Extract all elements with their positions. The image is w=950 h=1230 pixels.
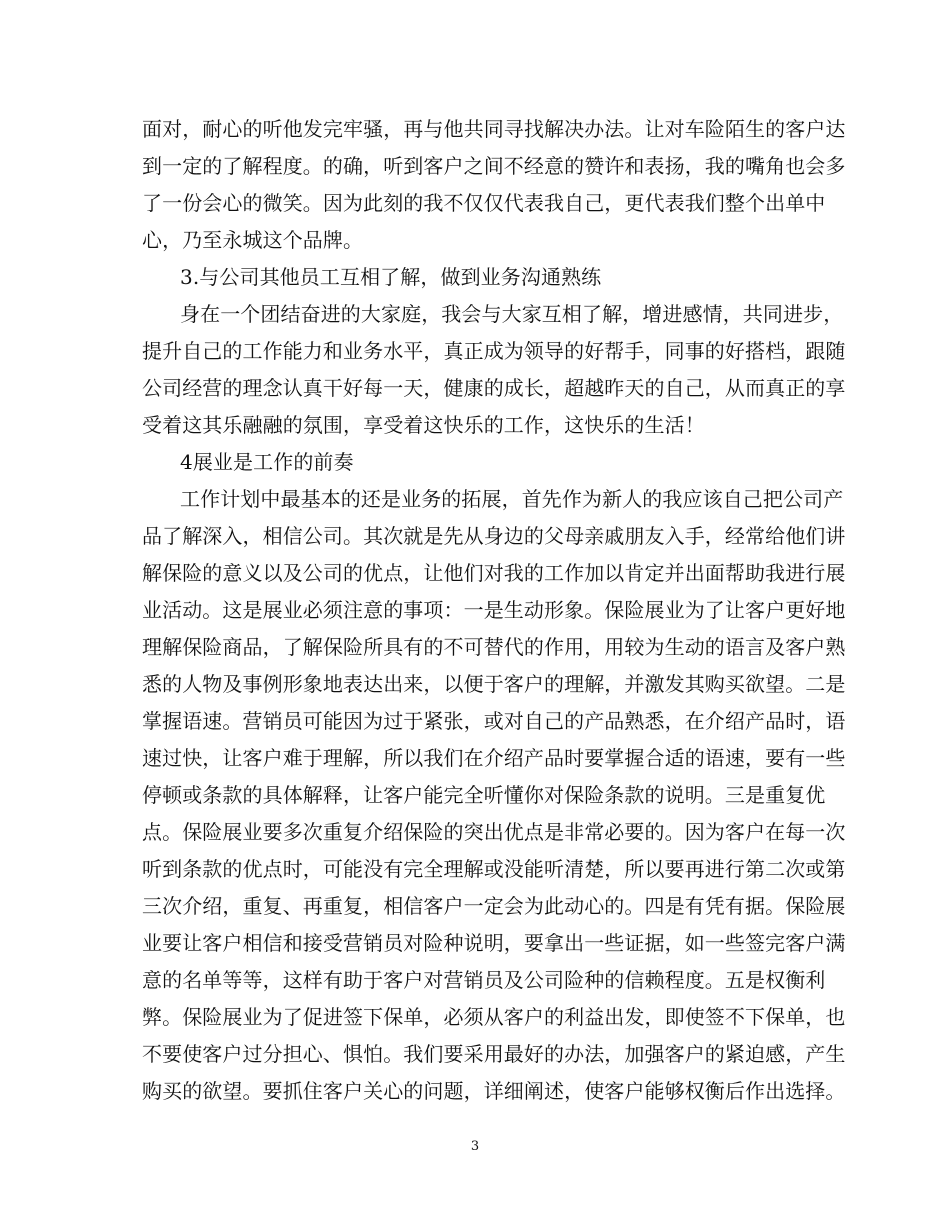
- document-body: [142, 111, 846, 1110]
- text-line: 理解保险商品，了解保险所具有的不可替代的作用，用较为生动的语言及客户熟: [142, 635, 846, 659]
- page-number: 3: [470, 1139, 480, 1154]
- text-line: 意的名单等等，这样有助于客户对营销员及公司险种的信赖程度。五是权衡利: [142, 968, 826, 992]
- text-line: 速过快，让客户难于理解，所以我们在介绍产品时要掌握合适的语速，要有一些: [142, 746, 846, 770]
- text-line: 到一定的了解程度。的确，听到客户之间不经意的赞许和表扬，我的嘴角也会多: [142, 154, 846, 178]
- text-line: 解保险的意义以及公司的优点，让他们对我的工作加以肯定并出面帮助我进行展: [142, 561, 846, 585]
- text-line: 4展业是工作的前奏: [180, 450, 354, 474]
- text-line: 听到条款的优点时，可能没有完全理解或没能听清楚，所以要再进行第二次或第: [142, 857, 846, 881]
- text-line: 提升自己的工作能力和业务水平，真正成为领导的好帮手，同事的好搭档，跟随: [142, 339, 846, 363]
- text-line: 3.与公司其他员工互相了解，做到业务沟通熟练: [180, 265, 602, 289]
- text-line: 了一份会心的微笑。因为此刻的我不仅仅代表我自己，更代表我们整个出单中: [142, 191, 826, 215]
- text-line: 购买的欲望。要抓住客户关心的问题，详细阐述，使客户能够权衡后作出选择。: [142, 1079, 846, 1103]
- text-line: 不要使客户过分担心、惧怕。我们要采用最好的办法，加强客户的紧迫感，产生: [142, 1042, 846, 1066]
- text-line: 掌握语速。营销员可能因为过于紧张，或对自己的产品熟悉，在介绍产品时，语: [142, 709, 846, 733]
- text-line: 面对，耐心的听他发完牢骚，再与他共同寻找解决办法。让对车险陌生的客户达: [142, 117, 846, 141]
- text-line: 业要让客户相信和接受营销员对险种说明，要拿出一些证据，如一些签完客户满: [142, 931, 846, 955]
- text-line: 弊。保险展业为了促进签下保单，必须从客户的利益出发，即使签不下保单，也: [142, 1005, 846, 1029]
- text-line: 点。保险展业要多次重复介绍保险的突出优点是非常必要的。因为客户在每一次: [142, 820, 846, 844]
- text-line: 工作计划中最基本的还是业务的拓展，首先作为新人的我应该自己把公司产: [180, 487, 844, 511]
- text-line: 受着这其乐融融的氛围，享受着这快乐的工作，这快乐的生活！: [142, 413, 705, 437]
- text-line: 停顿或条款的具体解释，让客户能完全听懂你对保险条款的说明。三是重复优: [142, 783, 826, 807]
- text-line: 三次介绍，重复、再重复，相信客户一定会为此动心的。四是有凭有据。保险展: [142, 894, 846, 918]
- text-line: 品了解深入，相信公司。其次就是先从身边的父母亲戚朋友入手，经常给他们讲: [142, 524, 846, 548]
- text-line: 心，乃至永城这个品牌。: [142, 228, 364, 252]
- text-line: 业活动。这是展业必须注意的事项：一是生动形象。保险展业为了让客户更好地: [142, 598, 846, 622]
- text-line: 身在一个团结奋进的大家庭，我会与大家互相了解，增进感情，共同进步，: [180, 302, 844, 326]
- text-line: 公司经营的理念认真干好每一天，健康的成长，超越昨天的自己，从而真正的享: [142, 376, 846, 400]
- text-line: 悉的人物及事例形象地表达出来，以便于客户的理解，并激发其购买欲望。二是: [142, 672, 846, 696]
